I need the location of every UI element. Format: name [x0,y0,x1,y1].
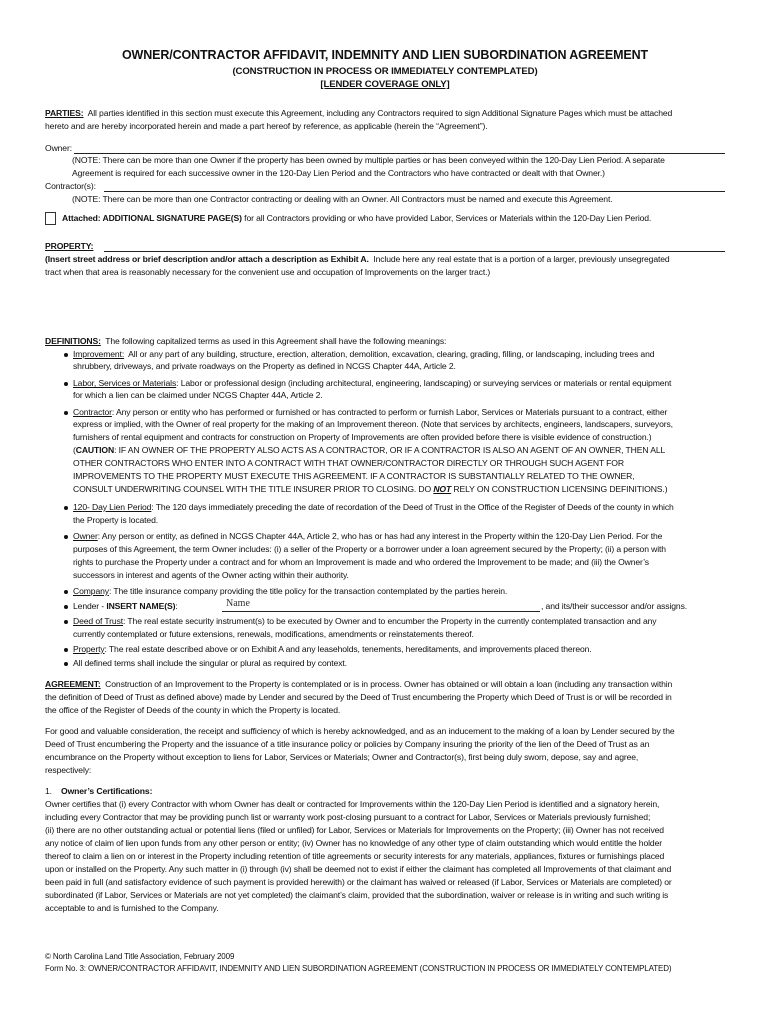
def-contractor-line-2: express or implied, with the Owner of real property for the making of an Improvement thereon. (Note that services by architects, engineers, landscapers, surveyors, [73,419,673,429]
document-subtitle: (CONSTRUCTION IN PROCESS OR IMMEDIATELY CONTEMPLATED) [232,66,538,77]
consideration-line-3: encumbrance on the Property without exception to liens for Labor, Services or Materials; Owner and Contractor(s), first being duly sworn, depose, say and agree, [45,752,639,762]
property-field[interactable] [104,251,725,252]
def-company: Company: The title insurance company providing the title policy for the transaction contemplated by the parties herein. [73,586,508,596]
def-improvement-line-2: shrubbery, driveways, and private roadways on the Property as defined in NCGS Chapter 44A, Article 2. [73,361,456,371]
def-lien-period-line-1: 120- Day Lien Period: The 120 days immediately preceding the date of recordation of the Deed of Trust in the Office of the Register of Deeds of the county in which [73,502,674,512]
document-title: OWNER/CONTRACTOR AFFIDAVIT, INDEMNITY AND LIEN SUBORDINATION AGREEMENT [121,48,649,62]
def-contractor-line-7: CONSULT UNDERWRITING COUNSEL WITH THE TITLE INSURER PRIOR TO CLOSING. DO NOT RELY ON CONSTRUCTION LICENSING DEFINITIONS.) [73,484,668,494]
consideration-line-1: For good and valuable consideration, the receipt and sufficiency of which is hereby acknowledged, and as an inducement to the making of a loan by Lender secured by the [45,726,675,736]
def-lender-tail: , and its/their successor and/or assigns. [541,601,688,611]
parties-line-2: hereto and are hereby incorporated herein and made a part hereof by reference, as applicable (herein the “Agreement”). [45,121,488,131]
section-1-line: subordinated (if Labor, Services or Materials are not yet completed) the claimant’s claim, provided that the subordination, waiver or release is in writing and such writing is [45,890,669,900]
def-labor-line-1: Labor, Services or Materials: Labor or professional design (including architectural, engineering, landscaping) or surveying services or materials or rental equipment [73,378,672,388]
def-contractor-line-3: furnishers of rental equipment and contracts for construction on Property of Improvements are often provided before there is visible evidence of construction.) [73,432,652,442]
bullet [64,648,68,652]
def-deed-line-1: Deed of Trust: The real estate security instrument(s) to be executed by Owner and to encumber the Property in the currently contemplated transaction and any [73,616,657,626]
bullet [64,506,68,510]
contractor-note: (NOTE: There can be more than one Contractor contracting or dealing with an Owner. All Contractors must be named and execute this Agreement. [72,194,613,204]
attached-checkbox[interactable] [45,212,56,225]
def-contractor-line-1: Contractor: Any person or entity who has performed or furnished or has contracted to perform or furnish Labor, Services or Materials pursuant to a contract, either [73,407,668,417]
section-1-line: thereof to claim a lien on or interest in the Property including retention of title agreements or security interests for any materials, appliances, fixtures or furnishings placed [45,851,665,861]
contractor-field[interactable] [104,191,725,192]
bullet [64,620,68,624]
owner-label: Owner: [45,143,72,153]
section-1-line: been paid in full (and satisfactory evidence of such payment is provided herewith) or the claimant has waived or released (if Labor, Services or Materials are completed) or [45,877,672,887]
bullet [64,662,68,666]
lender-name-field[interactable] [222,611,540,612]
bullet [64,382,68,386]
def-deed-line-2: currently contemplated or future extensions, renewals, modifications, amendments or reinstatements thereof. [73,629,474,639]
definitions-intro: DEFINITIONS: The following capitalized terms as used in this Agreement shall have the following meanings: [45,336,447,346]
property-line-1: (Insert street address or brief description and/or attach a description as Exhibit A. Include here any real estate that is a portion of a larger, previously unsegregated [45,254,670,264]
bullet [64,353,68,357]
owner-field[interactable] [74,153,725,154]
agreement-line-3: the office of the Register of Deeds of the county in which the Property is located. [45,705,341,715]
def-labor-line-2: for which a lien can be claimed under NCGS Chapter 44A, Article 2. [73,390,323,400]
section-1-line: (ii) there are no other outstanding actual or potential liens (filed or unfiled) for Labor, Services or Materials for Improvements on the Property; (iii) Owner has not received [45,825,664,835]
def-improvement-line-1: Improvement: All or any part of any building, structure, erection, alteration, demolition, excavation, clearing, grading, filling, or landscaping, including trees and [73,349,655,359]
coverage-note: [LENDER COVERAGE ONLY] [320,79,450,90]
def-lien-period-line-2: the Property is located. [73,515,159,525]
consideration-line-4: respectively: [45,765,92,775]
lender-name-value[interactable]: Name [226,598,250,609]
def-owner-line-4: successors in interest and agents of the Owner acting within their authority. [73,570,349,580]
bullet [64,411,68,415]
section-1-line: acceptable to and is furnished to the Company. [45,903,219,913]
parties-line-1: PARTIES: All parties identified in this section must execute this Agreement, including any Contractors required to sign Additional Signature Pages which must be attached [45,108,673,118]
def-lender: Lender - INSERT NAME(S): [73,601,178,611]
footer-copyright: © North Carolina Land Title Association, February 2009 [45,952,235,961]
contractor-label: Contractor(s): [45,181,96,191]
property-heading: PROPERTY: [45,241,94,251]
footer-form-number: Form No. 3: OWNER/CONTRACTOR AFFIDAVIT, INDEMNITY AND LIEN SUBORDINATION AGREEMENT (CONSTRUCTION IN PROCESS OR IMMEDIATELY CONTEMPLATED) [45,964,672,973]
consideration-line-2: Deed of Trust encumbering the Property and the issuance of a title insurance policy or policies by Company insuring the priority of the lien of the Deed of Trust as an [45,739,650,749]
def-property: Property: The real estate described above or on Exhibit A and any leaseholds, tenements, hereditaments, and improvements placed thereon. [73,644,592,654]
def-owner-line-3: rights to purchase the Property under a contract and for whom an Improvement is made and who ordered the Improvement to be made; and (iii) the Owner’s [73,557,649,567]
section-1-line: upon or installed on the Property. Any such matter in (i) through (iv) shall be deemed not to exist if either the claimant has completed all Improvements of that claimant and [45,864,672,874]
property-line-2: tract when that area is reasonably necessary for the convenient use and occupation of Improvements on the larger tract.) [45,267,491,277]
bullet [64,605,68,609]
section-1-heading: 1. Owner’s Certifications: [45,786,153,796]
agreement-line-1: AGREEMENT: Construction of an Improvement to the Property is contemplated or is in process. Owner has obtained or will obtain a loan (including any transaction within [45,679,673,689]
section-1-line: including every Contractor that may be providing punch list or warranty work post-closing pursuant to a contract for Labor, Services or Materials previously furnished; [45,812,651,822]
bullet [64,590,68,594]
agreement-line-2: the definition of Deed of Trust as defined above) made by Lender and secured by the Deed of Trust encumbering the Property which Deed of Trust is or will be recorded in [45,692,672,702]
section-1-line: any notice of claim of lien upon funds from any other person or entity; (iv) Owner has no knowledge of any other type of claim outstanding which would entitle the holder [45,838,662,848]
def-contractor-line-4: (CAUTION: IF AN OWNER OF THE PROPERTY ALSO ACTS AS A CONTRACTOR, OR IF A CONTRACTOR IS ALSO AN AGENT OF AN OWNER, THEN ALL [73,445,666,455]
def-all: All defined terms shall include the singular or plural as required by context. [73,658,347,668]
def-owner-line-1: Owner: Any person or entity, as defined in NCGS Chapter 44A, Article 2, who has or has had any interest in the Property within the 120-Day Lien Period. For the [73,531,663,541]
bullet [64,535,68,539]
section-1-line: Owner certifies that (i) every Contractor with whom Owner has dealt or contracted for Improvements within the 120-Day Lien Period is identified and a signatory herein, [45,799,660,809]
def-contractor-line-5: OTHER CONTRACTORS WHO ENTER INTO A CONTRACT WITH THAT OWNER/CONTRACTOR DIRECTLY OR THROUGH SUCH AGENT FOR [73,458,624,468]
attached-line: Attached: ADDITIONAL SIGNATURE PAGE(S) for all Contractors providing or who have provided Labor, Services or Materials within the 120-Day Lien Period. [62,213,652,223]
owner-note-line-1: (NOTE: There can be more than one Owner if the property has been owned by multiple parties or has been conveyed within the 120-Day Lien Period. A separate [72,155,665,165]
def-owner-line-2: purposes of this Agreement, the term Owner includes: (i) a seller of the Property or a borrower under a loan agreement secured by the Property; (ii) a person with [73,544,666,554]
owner-note-line-2: Agreement is required for each successive owner in the 120-Day Lien Period and the Contractors who have contracted or dealt with that Owner.) [72,168,605,178]
def-contractor-line-6: IMPROVEMENTS TO THE PROPERTY MUST EXECUTE THIS AGREEMENT. IF A CONTRACTOR IS SUBSTANTIALLY RELATED TO THE OWNER, [73,471,635,481]
